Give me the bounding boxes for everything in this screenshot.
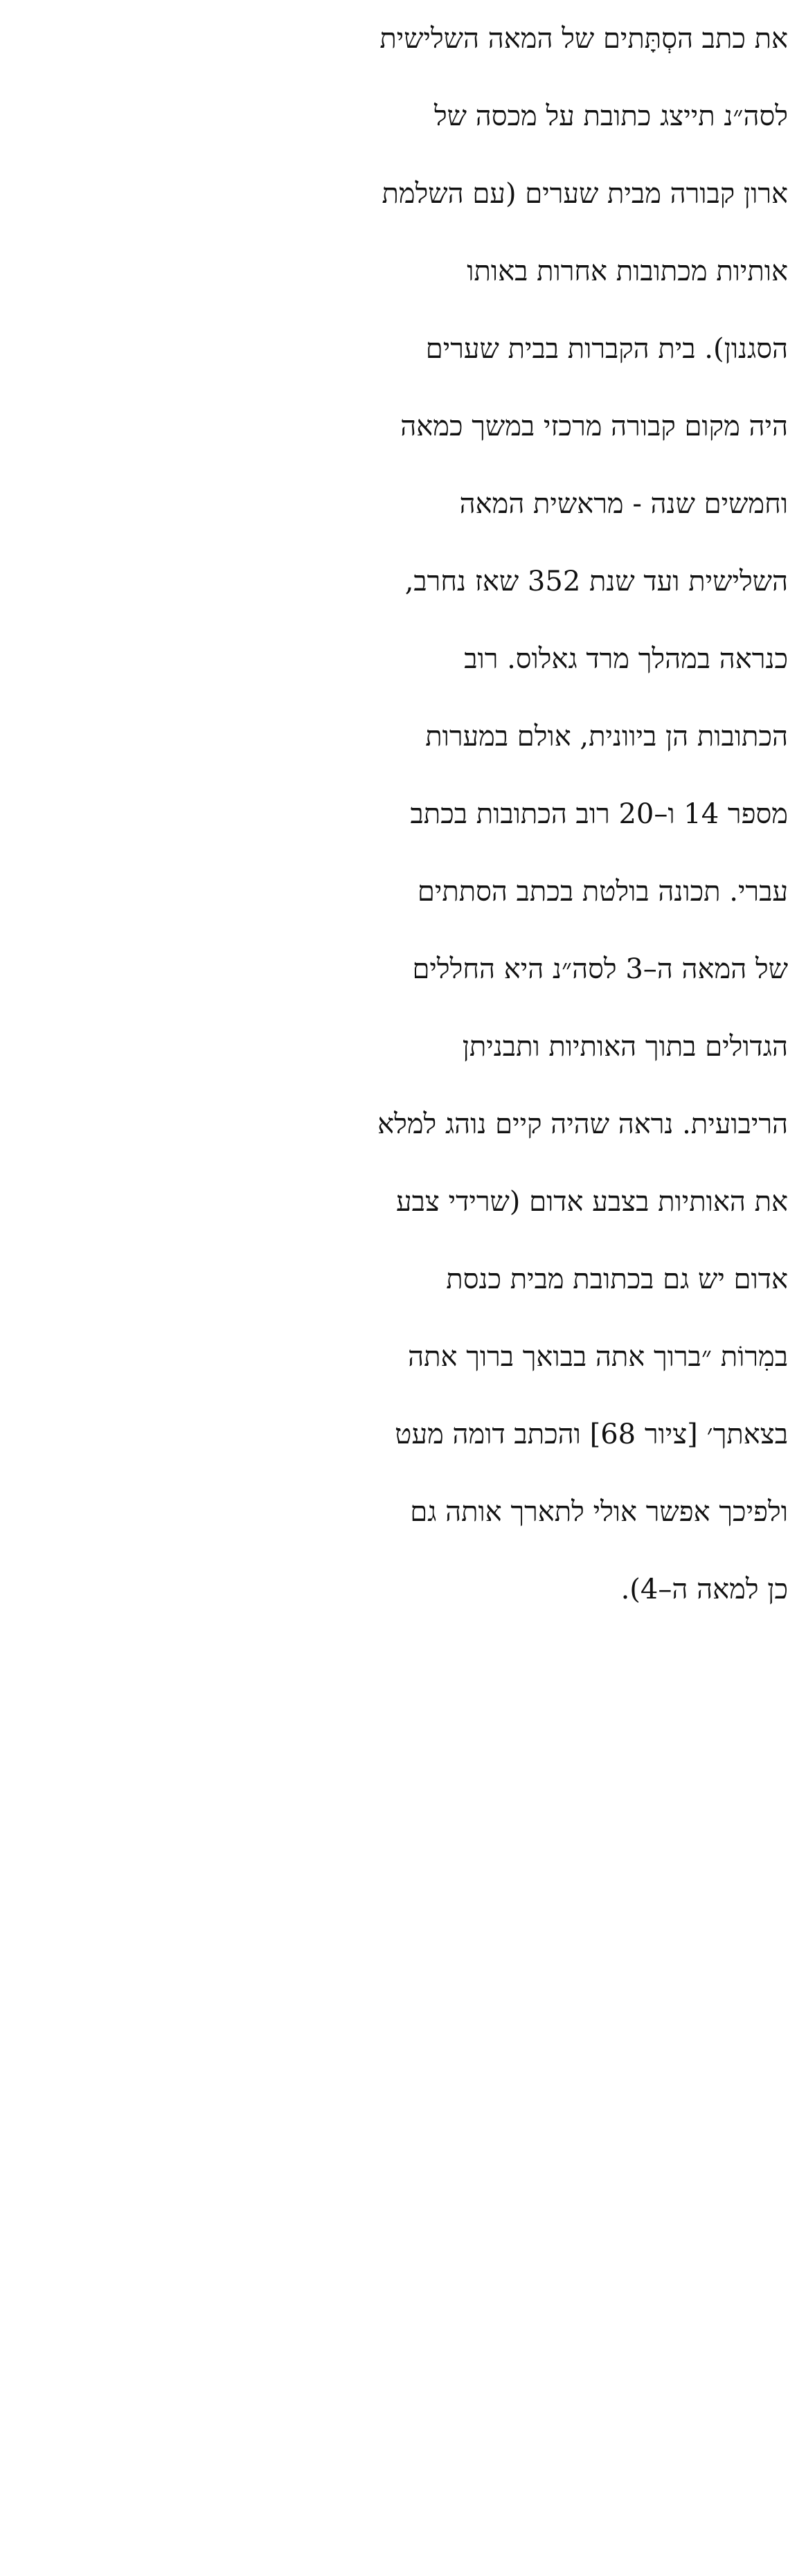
text-line-9: כנראה במהלך מרד גאלוס. רוב: [464, 643, 788, 675]
text-line-2: לסה״נ תייצג כתובת על מכסה של: [433, 100, 788, 132]
text-line-19: בצאתך׳ [ציור 68] והכתב דומה מעט: [395, 1418, 788, 1450]
text-line-5: הסגנון). בית הקברות בבית שערים: [425, 333, 788, 365]
text-line-1: את כתב הסְתָּתים של המאה השלישית: [379, 23, 788, 55]
text-line-21: כן למאה ה–4).: [620, 1574, 788, 1605]
text-line-6: היה מקום קבורה מרכזי במשך כמאה: [400, 411, 788, 442]
text-line-15: הריבועית. נראה שהיה קיים נוהג למלא: [377, 1108, 788, 1140]
text-line-3: ארון קבורה מבית שערים (עם השלמת: [382, 178, 788, 210]
text-line-10: הכתובות הן ביוונית, אולם במערות: [425, 721, 788, 753]
text-line-4: אותיות מכתובות אחרות באותו: [467, 255, 788, 287]
text-line-14: הגדולים בתוך האותיות ותבניתן: [462, 1031, 788, 1063]
text-line-18: במִרוֹת ״ברוך אתה בבואך ברוך אתה: [408, 1341, 788, 1373]
text-line-12: עברי. תכונה בולטת בכתב הסתתים: [417, 876, 788, 908]
text-line-16: את האותיות בצבע אדום (שרידי צבע: [396, 1186, 788, 1218]
text-line-7: וחמשים שנה - מראשית המאה: [459, 488, 788, 520]
text-line-20: ולפיכך אפשר אולי לתארך אותה גם: [410, 1496, 788, 1528]
text-line-17: אדום יש גם בכתובת מבית כנסת: [446, 1263, 788, 1295]
text-line-8: השלישית ועד שנת 352 שאז נחרב,: [404, 566, 788, 597]
text-line-13: של המאה ה–3 לסה״נ היא החללים: [412, 953, 788, 985]
text-line-11: מספר 14 ו–20 רוב הכתובות בכתב: [410, 798, 788, 830]
